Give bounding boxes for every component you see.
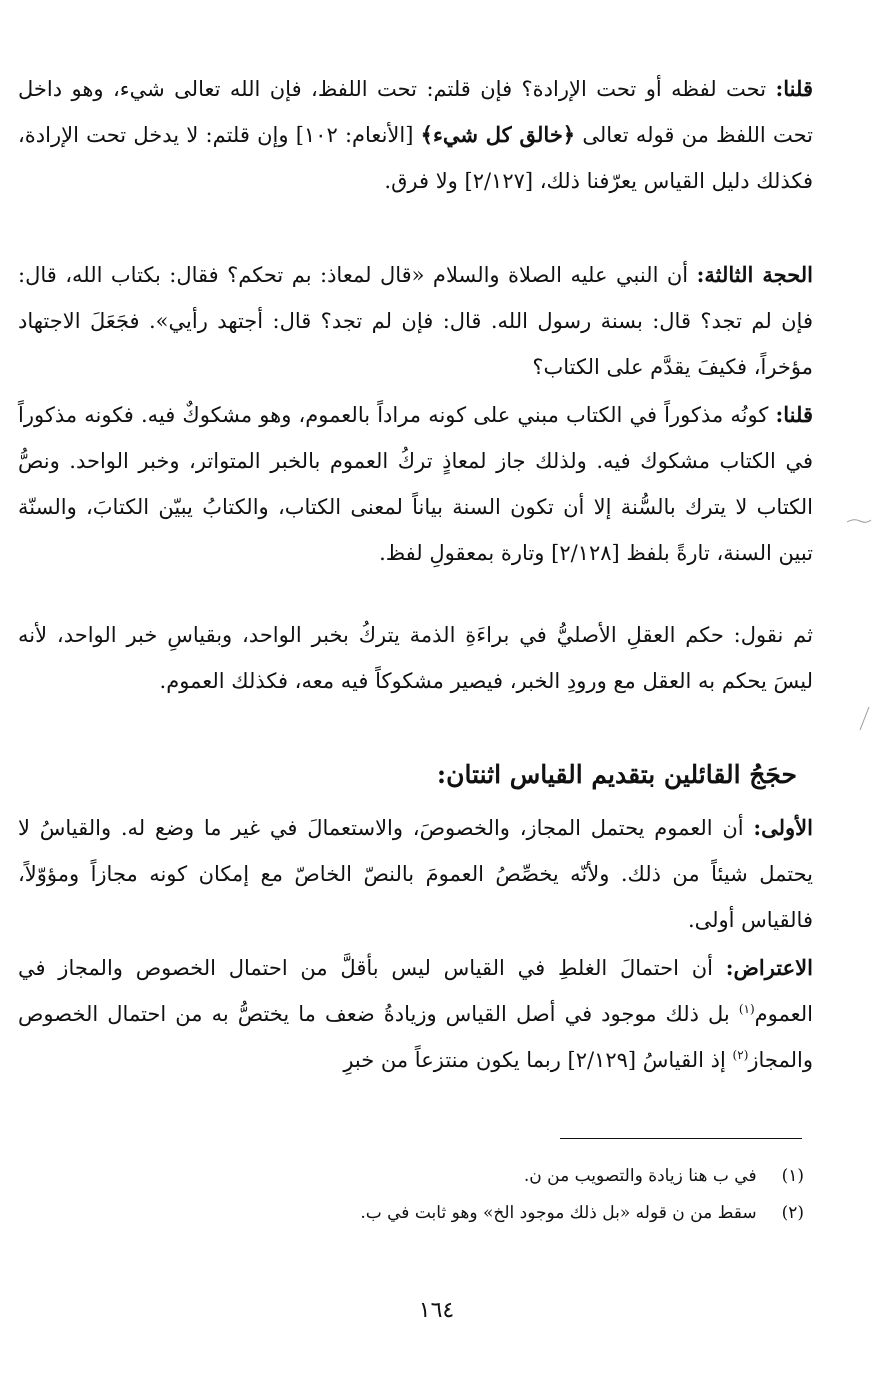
margin-mark-1-glyph <box>846 516 872 526</box>
paragraph-1-text-b: [الأنعام: ١٠٢] وإن قلتم: لا يدخل تحت الإرادة، فكذلك دليل القياس يعرّفنا ذلك، [٢/١٢٧] ولا فرق. <box>18 123 813 193</box>
paragraph-4-text: ثم نقول: حكم العقلِ الأصليُّ في براءَةِ الذمة يتركُ بخبر الواحد، وبقياسِ خبر الواحد، لأنه ليسَ يحكم به العقل مع ورودِ الخبر، فيصير مشكوكاً فيه معه، فكذلك العموم. <box>18 623 813 693</box>
paragraph-2-text: أن النبي عليه الصلاة والسلام «قال لمعاذ: بم تحكم؟ فقال: بكتاب الله، قال: فإن لم تجد؟ قال: بسنة رسول الله. قال: فإن لم تجد؟ قال: أجتهد رأيي». فجَعَلَ الاجتهاد مؤخراً، فكيفَ يقدَّم على الكتاب؟ <box>18 263 813 379</box>
paragraph-6-lead: الاعتراض: <box>725 955 813 980</box>
footnote-ref-1: (١) <box>738 1002 755 1016</box>
paragraph-5-text: أن العموم يحتمل المجاز، والخصوصَ، والاستعمالَ في غير ما وضع له. والقياسُ لا يحتمل شيئاً من ذلك. ولأنّه يخصِّصُ العمومَ بالنصّ الخاصّ مع إمكان كونه مجازاً ومؤوّلاً، فالقياس أولى. <box>18 816 813 932</box>
paragraph-5 <box>18 805 813 943</box>
paragraph-5-lead: الأولى: <box>753 815 813 840</box>
paragraph-4 <box>18 612 813 704</box>
margin-mark-2-glyph <box>858 706 870 732</box>
paragraph-1-lead: قلنا: <box>775 76 813 101</box>
quran-verse: ﴿خالق كل شيء﴾ <box>420 122 576 147</box>
footnote-2 <box>200 1200 804 1226</box>
footnote-1 <box>200 1163 804 1189</box>
section-heading: حجَجُ القائلين بتقديم القياس اثنتان: <box>436 760 797 789</box>
paragraph-6-text-c: إذ القياسُ [٢/١٢٩] ربما يكون منتزعاً من خبرِ <box>343 1048 733 1072</box>
footnote-separator <box>560 1138 802 1139</box>
paragraph-2-lead: الحجة الثالثة: <box>696 262 814 287</box>
paragraph-3-lead: قلنا: <box>775 402 813 427</box>
paragraph-6-text-a: أن احتمالَ الغلطِ في القياس ليس بأقلَّ من احتمال الخصوص والمجاز في العموم <box>18 956 813 1026</box>
margin-mark-2 <box>858 706 870 736</box>
paragraph-1 <box>18 66 813 204</box>
footnote-1-text: في ب هنا زيادة والتصويب من ن. <box>523 1166 757 1186</box>
paragraph-3-text: كونُه مذكوراً في الكتاب مبني على كونه مراداً بالعموم، وهو مشكوكٌ فيه. فكونه مذكوراً في الكتاب مشكوك فيه. ولذلك جاز لمعاذٍ تركُ العموم بالخبر المتواتر، وخبر الواحد. ونصُّ الكتاب لا يترك بالسُّنة إلا أن تكون السنة بياناً لمعنى الكتاب، والكتابُ يبيّن الكتابَ، والسنّة تبين السنة، تارةً بلفظ [٢/١٢٨] وتارة بمعقولِ لفظ. <box>18 403 813 565</box>
page-number: ١٦٤ <box>418 1298 455 1323</box>
footnote-2-number: (٢) <box>781 1203 804 1223</box>
paragraph-6-text-b: بل ذلك موجود في أصل القياس وزيادةُ ضعف ما يختصُّ به من احتمال الخصوص والمجاز <box>18 1002 813 1072</box>
margin-mark-1 <box>846 512 872 530</box>
paragraph-6 <box>18 945 813 1083</box>
paragraph-2 <box>18 252 813 390</box>
footnote-ref-2: (٢) <box>732 1048 749 1062</box>
footnote-2-text: سقط من ن قوله «بل ذلك موجود الخ» وهو ثابت في ب. <box>360 1203 757 1223</box>
paragraph-1-text-a: تحت لفظه أو تحت الإرادة؟ فإن قلتم: تحت اللفظ، فإن الله تعالى شيء، وهو داخل تحت اللفظ من قوله تعالى <box>18 77 813 147</box>
footnote-1-number: (١) <box>781 1166 804 1186</box>
paragraph-3 <box>18 392 813 576</box>
